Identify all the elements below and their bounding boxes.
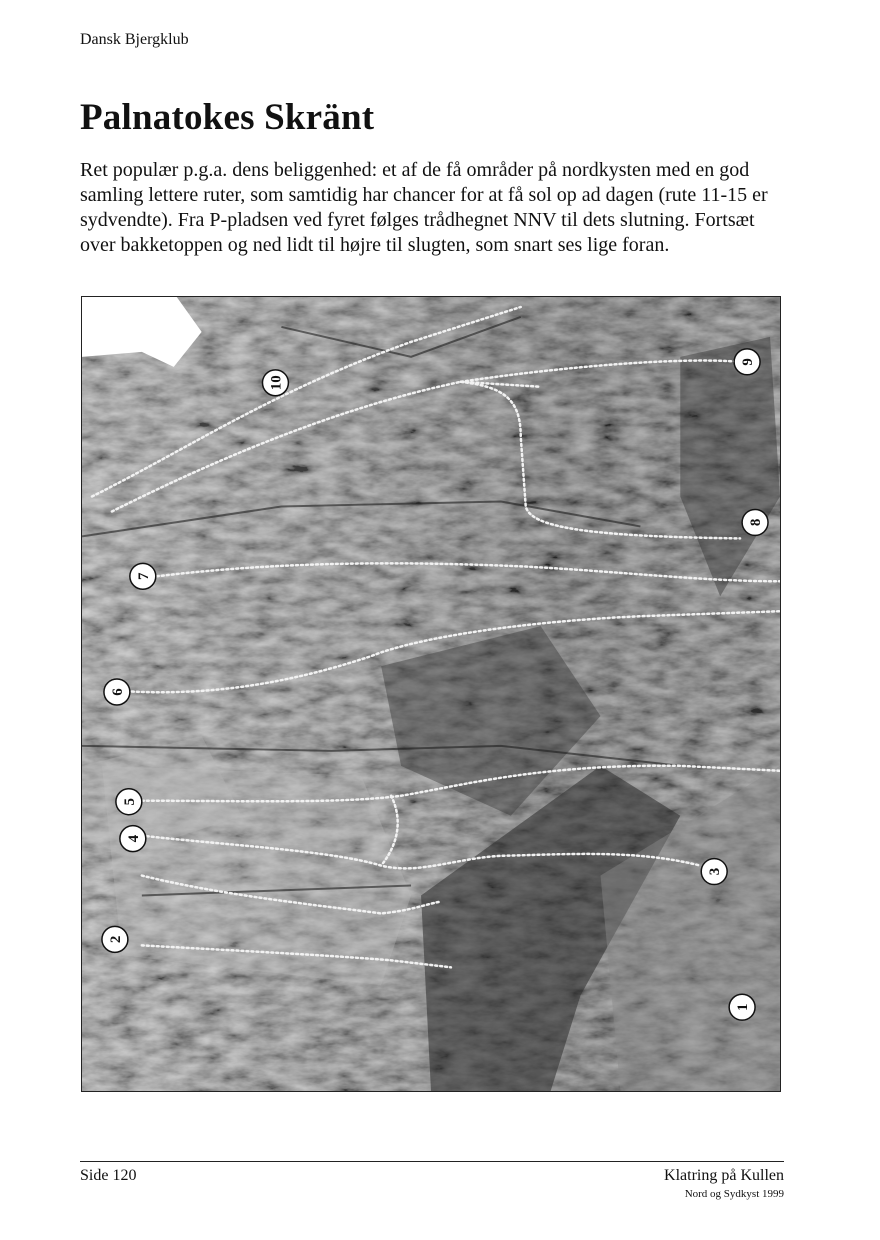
route-number-8: 8 — [748, 518, 765, 527]
route-marker-6 — [104, 679, 130, 705]
route-marker-2 — [102, 926, 128, 952]
route-marker-8 — [742, 509, 768, 535]
header-org: Dansk Bjergklub — [80, 31, 189, 48]
footer-page-number: Side 120 — [80, 1167, 137, 1184]
route-number-10: 10 — [268, 375, 285, 391]
crag-photo-drawing — [82, 297, 780, 1091]
route-number-9: 9 — [740, 358, 757, 366]
route-number-1: 1 — [735, 1003, 752, 1011]
route-number-3: 3 — [707, 867, 724, 876]
route-number-4: 4 — [125, 834, 142, 843]
route-marker-10 — [262, 370, 288, 396]
route-number-7: 7 — [135, 572, 152, 581]
intro-paragraph: Ret populær p.g.a. dens beliggenhed: et af de få områder på nordkysten med en god samling lettere ruter, som samtidig har chancer for at få sol op ad dagen (rute 11-15 er sydvendte). Fra P-pladsen ved fyret følges trådhegnet NNV til dets slutning. Fortsæt over bakketoppen og ned lidt til højre til slugten, som snart ses lige foran. — [80, 159, 768, 256]
route-number-5: 5 — [121, 797, 138, 806]
route-marker-7 — [130, 563, 156, 589]
route-marker-1 — [729, 994, 755, 1020]
route-marker-5 — [116, 789, 142, 815]
page-title: Palnatokes Skränt — [80, 97, 375, 138]
route-marker-4 — [120, 826, 146, 852]
footer-divider — [80, 1161, 784, 1162]
route-number-6: 6 — [109, 688, 126, 696]
route-marker-9 — [734, 349, 760, 375]
crag-photo — [81, 296, 781, 1092]
route-marker-3 — [701, 859, 727, 885]
route-number-2: 2 — [107, 935, 124, 944]
footer-edition: Nord og Sydkyst 1999 — [684, 1188, 784, 1200]
footer-book-title: Klatring på Kullen — [664, 1167, 784, 1184]
